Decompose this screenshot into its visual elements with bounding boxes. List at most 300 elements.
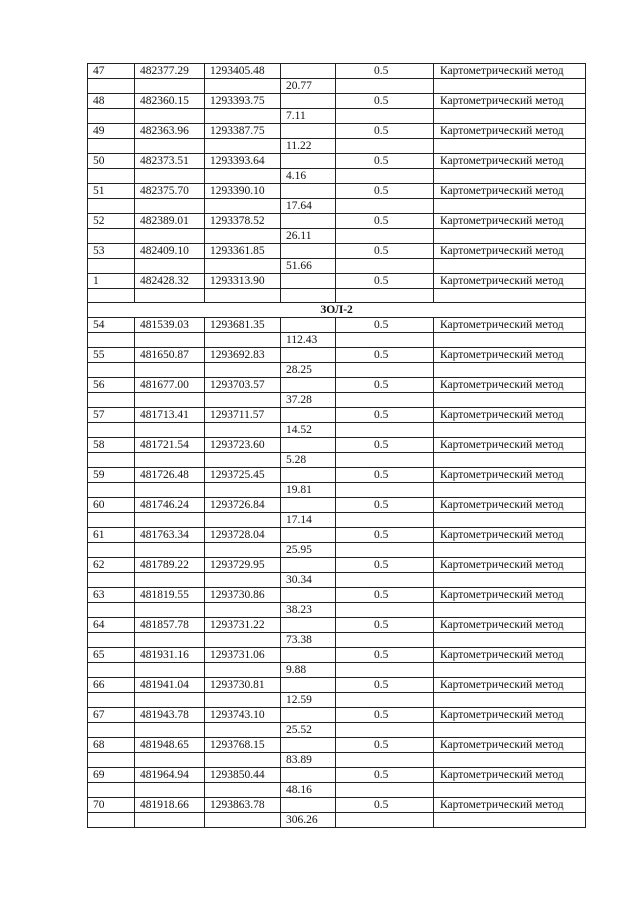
empty-cell [434, 363, 586, 378]
table-row-distance [88, 169, 586, 184]
method-name: Картометрический метод [434, 214, 586, 229]
table-row [88, 648, 586, 663]
coordinates-table [87, 63, 586, 828]
table-row-distance [88, 573, 586, 588]
point-number: 59 [88, 468, 135, 483]
method-name: Картометрический метод [434, 124, 586, 139]
coord-y: 1293768.15 [205, 738, 281, 753]
point-number: 70 [88, 798, 135, 813]
point-number: 56 [88, 378, 135, 393]
coord-y: 1293393.64 [205, 154, 281, 169]
coord-x: 482363.96 [135, 124, 205, 139]
empty-cell [336, 633, 434, 648]
coord-y: 1293863.78 [205, 798, 281, 813]
empty-cell [281, 214, 336, 229]
table-row-distance [88, 393, 586, 408]
empty-cell [88, 513, 135, 528]
empty-cell [336, 783, 434, 798]
empty-cell [281, 318, 336, 333]
point-number: 67 [88, 708, 135, 723]
coord-y: 1293731.22 [205, 618, 281, 633]
table-row-distance [88, 229, 586, 244]
coord-x: 481941.04 [135, 678, 205, 693]
empty-cell [88, 693, 135, 708]
segment-length: 9.88 [281, 663, 336, 678]
empty-cell [205, 259, 281, 274]
empty-cell [88, 289, 135, 303]
coord-y: 1293393.75 [205, 94, 281, 109]
point-number: 54 [88, 318, 135, 333]
point-number: 68 [88, 738, 135, 753]
table-row-distance [88, 753, 586, 768]
empty-cell [88, 199, 135, 214]
table-row [88, 348, 586, 363]
coord-x: 481819.55 [135, 588, 205, 603]
empty-cell [135, 573, 205, 588]
precision-value: 0.5 [336, 618, 434, 633]
table-row [88, 124, 586, 139]
empty-cell [88, 333, 135, 348]
coord-y: 1293361.85 [205, 244, 281, 259]
method-name: Картометрический метод [434, 678, 586, 693]
empty-cell [281, 154, 336, 169]
method-name: Картометрический метод [434, 318, 586, 333]
empty-cell [336, 393, 434, 408]
empty-cell [281, 678, 336, 693]
empty-cell [135, 603, 205, 618]
empty-cell [281, 498, 336, 513]
table-row-distance [88, 603, 586, 618]
empty-cell [88, 393, 135, 408]
empty-cell [205, 139, 281, 154]
point-number: 48 [88, 94, 135, 109]
empty-cell [281, 378, 336, 393]
empty-cell [434, 483, 586, 498]
empty-cell [205, 573, 281, 588]
empty-cell [88, 663, 135, 678]
empty-cell [135, 169, 205, 184]
method-name: Картометрический метод [434, 648, 586, 663]
empty-cell [281, 768, 336, 783]
empty-cell [434, 693, 586, 708]
empty-cell [205, 513, 281, 528]
table-row [88, 618, 586, 633]
empty-cell [281, 528, 336, 543]
table-row-distance [88, 199, 586, 214]
empty-cell [336, 289, 434, 303]
empty-cell [434, 169, 586, 184]
precision-value: 0.5 [336, 798, 434, 813]
table-row-distance [88, 813, 586, 828]
empty-cell [205, 603, 281, 618]
empty-cell [205, 783, 281, 798]
precision-value: 0.5 [336, 348, 434, 363]
table-row [88, 184, 586, 199]
precision-value: 0.5 [336, 274, 434, 289]
empty-cell [281, 124, 336, 139]
empty-cell [135, 289, 205, 303]
precision-value: 0.5 [336, 708, 434, 723]
precision-value: 0.5 [336, 154, 434, 169]
empty-cell [88, 573, 135, 588]
segment-length: 83.89 [281, 753, 336, 768]
point-number: 1 [88, 274, 135, 289]
coord-y: 1293743.10 [205, 708, 281, 723]
empty-cell [434, 109, 586, 124]
empty-cell [205, 229, 281, 244]
empty-cell [434, 663, 586, 678]
method-name: Картометрический метод [434, 408, 586, 423]
empty-cell [434, 289, 586, 303]
empty-cell [205, 543, 281, 558]
method-name: Картометрический метод [434, 438, 586, 453]
segment-length: 37.28 [281, 393, 336, 408]
table-row-distance [88, 289, 586, 303]
precision-value: 0.5 [336, 498, 434, 513]
empty-cell [281, 588, 336, 603]
segment-length: 38.23 [281, 603, 336, 618]
empty-cell [336, 723, 434, 738]
empty-cell [88, 633, 135, 648]
empty-cell [281, 618, 336, 633]
table-row-distance [88, 483, 586, 498]
coord-y: 1293729.95 [205, 558, 281, 573]
coord-y: 1293405.48 [205, 64, 281, 79]
table-row [88, 588, 586, 603]
empty-cell [281, 408, 336, 423]
table-row-distance [88, 723, 586, 738]
empty-cell [88, 783, 135, 798]
coord-x: 481650.87 [135, 348, 205, 363]
table-row [88, 274, 586, 289]
empty-cell [135, 199, 205, 214]
table-row [88, 678, 586, 693]
table-row-distance [88, 109, 586, 124]
precision-value: 0.5 [336, 678, 434, 693]
point-number: 49 [88, 124, 135, 139]
point-number: 69 [88, 768, 135, 783]
point-number: 63 [88, 588, 135, 603]
empty-cell [205, 289, 281, 303]
empty-cell [135, 79, 205, 94]
table-row-distance [88, 543, 586, 558]
empty-cell [135, 633, 205, 648]
empty-cell [434, 573, 586, 588]
coord-x: 481539.03 [135, 318, 205, 333]
empty-cell [135, 753, 205, 768]
coord-x: 482377.29 [135, 64, 205, 79]
point-number: 57 [88, 408, 135, 423]
segment-length: 30.34 [281, 573, 336, 588]
coord-x: 481677.00 [135, 378, 205, 393]
coord-x: 481726.48 [135, 468, 205, 483]
coord-y: 1293728.04 [205, 528, 281, 543]
segment-length [281, 289, 336, 303]
segment-length: 19.81 [281, 483, 336, 498]
precision-value: 0.5 [336, 244, 434, 259]
point-number: 52 [88, 214, 135, 229]
coord-y: 1293387.75 [205, 124, 281, 139]
method-name: Картометрический метод [434, 244, 586, 259]
empty-cell [281, 438, 336, 453]
table-row-distance [88, 423, 586, 438]
method-name: Картометрический метод [434, 378, 586, 393]
coord-x: 481713.41 [135, 408, 205, 423]
segment-length: 4.16 [281, 169, 336, 184]
segment-length: 28.25 [281, 363, 336, 378]
coord-x: 481948.65 [135, 738, 205, 753]
method-name: Картометрический метод [434, 618, 586, 633]
empty-cell [205, 363, 281, 378]
empty-cell [434, 229, 586, 244]
coord-x: 481789.22 [135, 558, 205, 573]
empty-cell [434, 603, 586, 618]
empty-cell [281, 94, 336, 109]
coord-x: 481721.54 [135, 438, 205, 453]
table-row [88, 798, 586, 813]
section-header-row [88, 303, 586, 318]
method-name: Картометрический метод [434, 768, 586, 783]
empty-cell [135, 723, 205, 738]
empty-cell [336, 693, 434, 708]
empty-cell [281, 244, 336, 259]
empty-cell [205, 199, 281, 214]
precision-value: 0.5 [336, 528, 434, 543]
empty-cell [336, 109, 434, 124]
segment-length: 20.77 [281, 79, 336, 94]
coord-x: 481763.34 [135, 528, 205, 543]
empty-cell [205, 453, 281, 468]
coord-y: 1293730.86 [205, 588, 281, 603]
table-row [88, 438, 586, 453]
segment-length: 73.38 [281, 633, 336, 648]
coord-y: 1293850.44 [205, 768, 281, 783]
empty-cell [281, 348, 336, 363]
coord-x: 481918.66 [135, 798, 205, 813]
table-row [88, 708, 586, 723]
method-name: Картометрический метод [434, 274, 586, 289]
method-name: Картометрический метод [434, 738, 586, 753]
empty-cell [434, 513, 586, 528]
method-name: Картометрический метод [434, 468, 586, 483]
empty-cell [135, 783, 205, 798]
empty-cell [135, 229, 205, 244]
table-row [88, 318, 586, 333]
segment-length: 14.52 [281, 423, 336, 438]
coord-x: 481746.24 [135, 498, 205, 513]
table-row-distance [88, 139, 586, 154]
method-name: Картометрический метод [434, 348, 586, 363]
coord-x: 481931.16 [135, 648, 205, 663]
empty-cell [135, 453, 205, 468]
empty-cell [205, 333, 281, 348]
empty-cell [135, 423, 205, 438]
segment-length: 48.16 [281, 783, 336, 798]
precision-value: 0.5 [336, 738, 434, 753]
empty-cell [135, 543, 205, 558]
precision-value: 0.5 [336, 588, 434, 603]
empty-cell [434, 139, 586, 154]
coord-x: 481943.78 [135, 708, 205, 723]
segment-length: 26.11 [281, 229, 336, 244]
empty-cell [434, 259, 586, 274]
empty-cell [336, 513, 434, 528]
table-row-distance [88, 333, 586, 348]
empty-cell [336, 259, 434, 274]
point-number: 60 [88, 498, 135, 513]
table-row [88, 498, 586, 513]
precision-value: 0.5 [336, 408, 434, 423]
coord-y: 1293681.35 [205, 318, 281, 333]
segment-length: 51.66 [281, 259, 336, 274]
table-row-distance [88, 453, 586, 468]
empty-cell [281, 708, 336, 723]
empty-cell [88, 603, 135, 618]
empty-cell [281, 558, 336, 573]
method-name: Картометрический метод [434, 184, 586, 199]
empty-cell [281, 798, 336, 813]
method-name: Картометрический метод [434, 498, 586, 513]
empty-cell [336, 199, 434, 214]
empty-cell [281, 738, 336, 753]
table-row [88, 768, 586, 783]
point-number: 64 [88, 618, 135, 633]
table-row-distance [88, 663, 586, 678]
segment-length: 12.59 [281, 693, 336, 708]
table-row [88, 64, 586, 79]
coord-y: 1293723.60 [205, 438, 281, 453]
empty-cell [434, 723, 586, 738]
segment-length: 112.43 [281, 333, 336, 348]
empty-cell [88, 813, 135, 828]
empty-cell [336, 79, 434, 94]
empty-cell [88, 229, 135, 244]
empty-cell [281, 648, 336, 663]
empty-cell [135, 693, 205, 708]
coord-y: 1293692.83 [205, 348, 281, 363]
empty-cell [336, 453, 434, 468]
table-row [88, 408, 586, 423]
coord-x: 482375.70 [135, 184, 205, 199]
empty-cell [88, 723, 135, 738]
coord-y: 1293725.45 [205, 468, 281, 483]
empty-cell [88, 483, 135, 498]
empty-cell [205, 483, 281, 498]
precision-value: 0.5 [336, 64, 434, 79]
empty-cell [88, 169, 135, 184]
empty-cell [135, 109, 205, 124]
segment-length: 25.52 [281, 723, 336, 738]
coord-y: 1293730.81 [205, 678, 281, 693]
point-number: 66 [88, 678, 135, 693]
segment-length: 17.14 [281, 513, 336, 528]
segment-length: 5.28 [281, 453, 336, 468]
coord-x: 482360.15 [135, 94, 205, 109]
table-row [88, 244, 586, 259]
method-name: Картометрический метод [434, 154, 586, 169]
point-number: 65 [88, 648, 135, 663]
segment-length: 17.64 [281, 199, 336, 214]
empty-cell [135, 259, 205, 274]
empty-cell [434, 453, 586, 468]
empty-cell [205, 169, 281, 184]
table-row [88, 468, 586, 483]
empty-cell [336, 603, 434, 618]
empty-cell [434, 543, 586, 558]
table-row [88, 558, 586, 573]
coordinates-table-body [88, 64, 586, 828]
empty-cell [434, 753, 586, 768]
point-number: 47 [88, 64, 135, 79]
empty-cell [205, 393, 281, 408]
empty-cell [88, 753, 135, 768]
section-title: ЗОЛ-2 [88, 303, 586, 318]
precision-value: 0.5 [336, 124, 434, 139]
empty-cell [205, 663, 281, 678]
empty-cell [205, 693, 281, 708]
table-row-distance [88, 259, 586, 274]
point-number: 62 [88, 558, 135, 573]
empty-cell [135, 393, 205, 408]
empty-cell [336, 423, 434, 438]
empty-cell [434, 813, 586, 828]
coord-y: 1293313.90 [205, 274, 281, 289]
precision-value: 0.5 [336, 768, 434, 783]
precision-value: 0.5 [336, 438, 434, 453]
empty-cell [336, 543, 434, 558]
empty-cell [434, 199, 586, 214]
table-row [88, 528, 586, 543]
empty-cell [88, 423, 135, 438]
coord-x: 482409.10 [135, 244, 205, 259]
coord-y: 1293731.06 [205, 648, 281, 663]
method-name: Картометрический метод [434, 94, 586, 109]
segment-length: 306.26 [281, 813, 336, 828]
table-row [88, 94, 586, 109]
empty-cell [205, 723, 281, 738]
empty-cell [336, 229, 434, 244]
table-row-distance [88, 363, 586, 378]
empty-cell [336, 663, 434, 678]
precision-value: 0.5 [336, 648, 434, 663]
empty-cell [205, 633, 281, 648]
empty-cell [135, 663, 205, 678]
empty-cell [88, 79, 135, 94]
segment-length: 7.11 [281, 109, 336, 124]
empty-cell [281, 184, 336, 199]
empty-cell [135, 363, 205, 378]
point-number: 51 [88, 184, 135, 199]
empty-cell [336, 483, 434, 498]
point-number: 50 [88, 154, 135, 169]
empty-cell [135, 333, 205, 348]
table-row-distance [88, 513, 586, 528]
method-name: Картометрический метод [434, 588, 586, 603]
empty-cell [88, 363, 135, 378]
empty-cell [434, 393, 586, 408]
method-name: Картометрический метод [434, 64, 586, 79]
table-row-distance [88, 79, 586, 94]
coord-x: 482428.32 [135, 274, 205, 289]
empty-cell [281, 64, 336, 79]
empty-cell [135, 483, 205, 498]
empty-cell [434, 783, 586, 798]
coord-x: 481857.78 [135, 618, 205, 633]
table-row-distance [88, 783, 586, 798]
coord-y: 1293378.52 [205, 214, 281, 229]
empty-cell [205, 79, 281, 94]
point-number: 58 [88, 438, 135, 453]
